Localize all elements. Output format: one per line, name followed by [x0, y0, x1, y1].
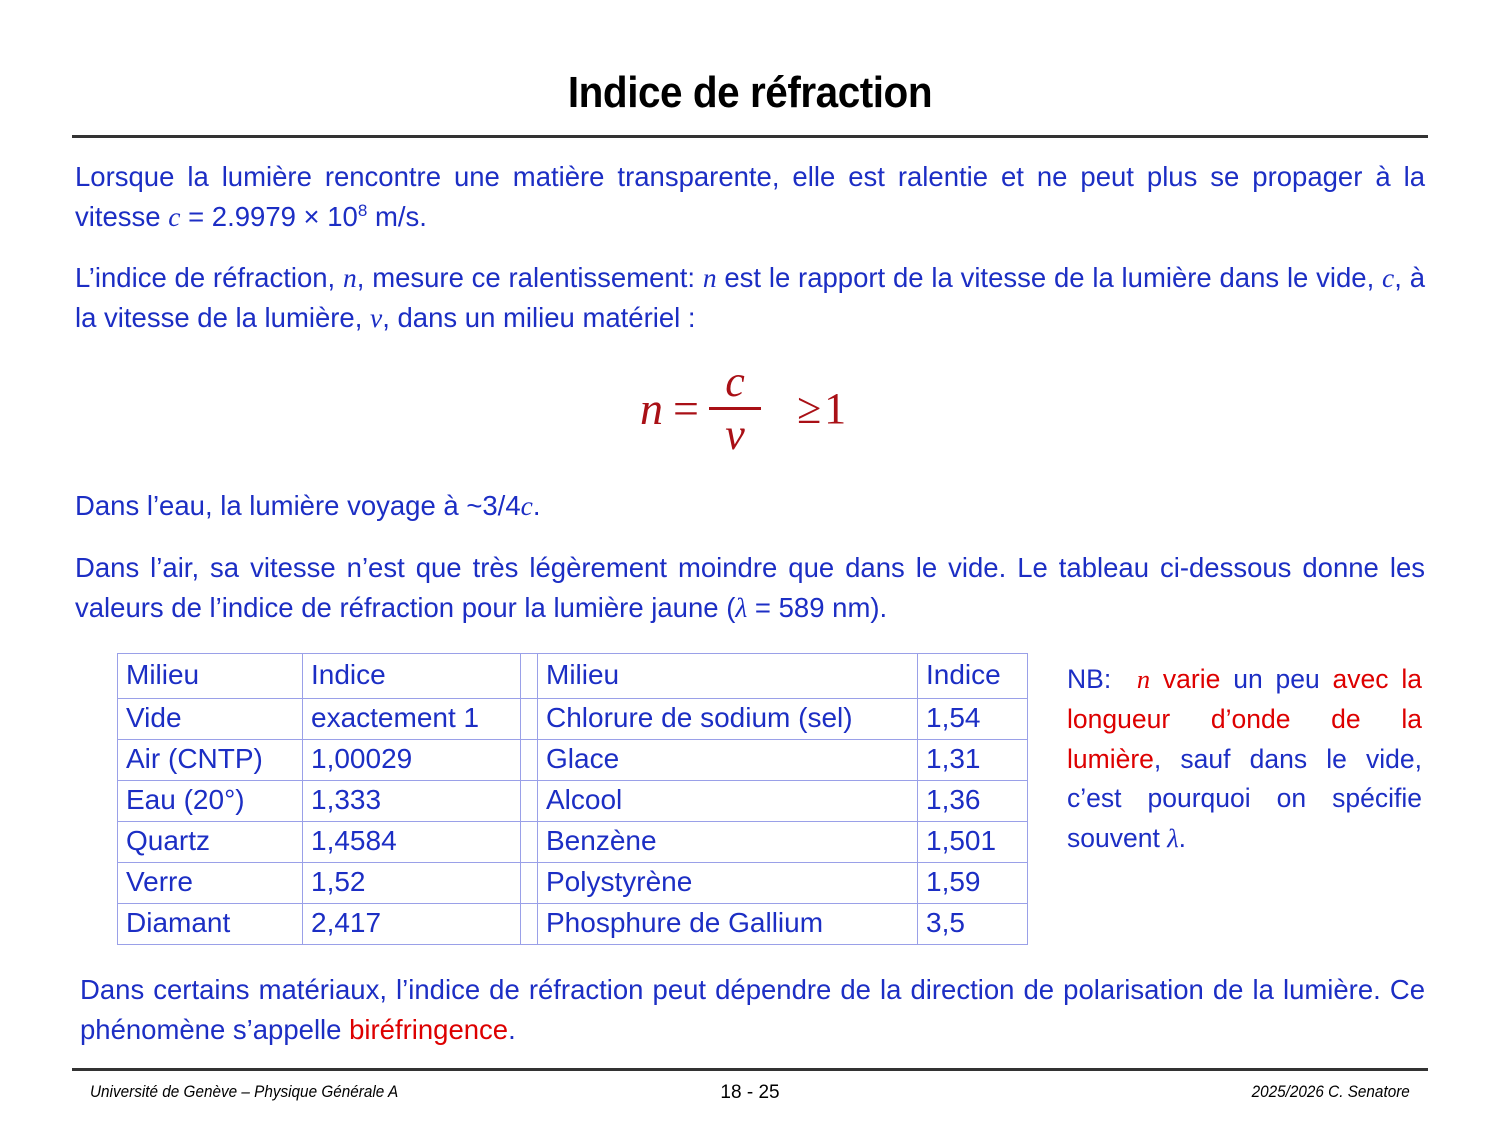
cell-index-right: 1,36 — [918, 780, 1028, 821]
row-center-divider — [521, 862, 538, 903]
formula-rhs: 1 — [824, 384, 847, 433]
formula-equals-sign: = — [673, 383, 699, 434]
para1-text-b: = 2.9979 × 10 — [180, 201, 358, 233]
nb-segment-blue-1: un peu — [1233, 664, 1320, 694]
cell-medium-right: Alcool — [538, 780, 918, 821]
nb-segment-red-2: avec la longueur d’onde de la lumière — [1067, 664, 1422, 774]
para2-text-b: , mesure ce ralentissement: — [356, 262, 703, 293]
table-row — [118, 780, 1028, 821]
para2-var-v: v — [370, 302, 383, 334]
cell-index-right: 1,59 — [918, 862, 1028, 903]
paragraph-water-speed — [75, 486, 1425, 526]
row-center-divider — [521, 903, 538, 944]
cell-index-right: 1,501 — [918, 821, 1028, 862]
table-body — [118, 698, 1028, 944]
cell-index-right: 1,54 — [918, 698, 1028, 739]
table-header-row — [118, 654, 1028, 699]
cell-index-left: 2,417 — [303, 903, 521, 944]
title-divider — [72, 135, 1428, 138]
cell-index-left: 1,52 — [303, 862, 521, 903]
refractive-index-formula — [640, 357, 847, 459]
nb-note — [1067, 660, 1422, 859]
cell-index-right: 1,31 — [918, 739, 1028, 780]
paragraph-definition-of-n — [75, 258, 1425, 339]
footer-author-label: 2025/2026 C. Senatore — [1251, 1082, 1410, 1101]
formula-greater-equal-icon: ≥ — [796, 384, 822, 433]
table-header-medium-left: Milieu — [118, 654, 303, 699]
para3-text-a: Dans l’eau, la lumière voyage à ~3/4 — [75, 490, 521, 521]
para5-text-b: . — [508, 1014, 516, 1046]
nb-segment-red-1: varie — [1162, 664, 1221, 694]
cell-medium-left: Verre — [118, 862, 303, 903]
para2-text-d: , à la vitesse de la lumière, — [75, 262, 1425, 334]
para1-exponent: 8 — [357, 201, 368, 221]
paragraph-speed-of-light — [75, 157, 1425, 238]
cell-medium-left: Quartz — [118, 821, 303, 862]
footer-divider — [72, 1068, 1428, 1071]
cell-medium-left: Vide — [118, 698, 303, 739]
row-center-divider — [521, 739, 538, 780]
cell-index-right: 3,5 — [918, 903, 1028, 944]
row-center-divider — [521, 698, 538, 739]
nb-var-n: n — [1136, 664, 1151, 694]
nb-label: NB: — [1067, 664, 1112, 694]
para2-text-c: est le rapport de la vitesse de la lumière dans le vide, — [716, 262, 1383, 293]
para5-text-a: Dans certains matériaux, l’indice de réfraction peut dépendre de la direction de polarisation de la lumière. Ce phénomène s’appelle — [80, 974, 1425, 1046]
nb-segment-blue-3: . — [1178, 823, 1187, 853]
cell-medium-right: Chlorure de sodium (sel) — [538, 698, 918, 739]
footer — [90, 1082, 1410, 1102]
page-title: Indice de réfraction — [567, 68, 933, 117]
para2-var-c: c — [1382, 262, 1395, 293]
cell-index-left: 1,333 — [303, 780, 521, 821]
refractive-index-table — [117, 653, 1028, 945]
cell-medium-right: Glace — [538, 739, 918, 780]
para1-var-c: c — [168, 201, 181, 233]
formula-denominator: v — [725, 410, 745, 459]
row-center-divider — [521, 780, 538, 821]
para4-text-a: Dans l’air, sa vitesse n’est que très légèrement moindre que dans le vide. Le tableau ci-dessous donne les valeurs de l’indice de réfraction pour la lumière jaune ( — [75, 552, 1425, 624]
table-header-index-left: Indice — [303, 654, 521, 699]
cell-medium-right: Benzène — [538, 821, 918, 862]
para3-var-c: c — [520, 490, 533, 521]
table-row — [118, 903, 1028, 944]
cell-index-left: 1,00029 — [303, 739, 521, 780]
para3-text-b: . — [532, 490, 541, 521]
formula-fraction — [709, 357, 761, 459]
cell-medium-right: Phosphure de Gallium — [538, 903, 918, 944]
cell-medium-left: Eau (20°) — [118, 780, 303, 821]
table-header-index-right: Indice — [918, 654, 1028, 699]
para4-text-b: = 589 nm). — [747, 592, 888, 624]
para2-var-n-second: n — [702, 262, 717, 293]
row-center-divider — [521, 821, 538, 862]
para5-highlight-birefringence: biréfringence — [349, 1014, 509, 1046]
table-row — [118, 821, 1028, 862]
nb-segment-blue-2: , sauf dans le vide, c’est pourquoi on spécifie souvent — [1067, 743, 1422, 853]
table-row — [118, 862, 1028, 903]
nb-lambda-symbol: λ — [1167, 823, 1179, 853]
para4-lambda-symbol: λ — [735, 592, 748, 624]
table-center-divider — [521, 654, 538, 699]
para1-text-a: Lorsque la lumière rencontre une matière transparente, elle est ralentie et ne peut plus se propager à la vitesse — [75, 161, 1425, 233]
para2-var-n-first: n — [343, 262, 357, 293]
cell-medium-left: Air (CNTP) — [118, 739, 303, 780]
footer-course-label: Université de Genève – Physique Générale A — [90, 1082, 399, 1101]
cell-medium-right: Polystyrène — [538, 862, 918, 903]
para1-text-c: m/s. — [367, 201, 427, 233]
cell-index-left: exactement 1 — [303, 698, 521, 739]
table-row — [118, 698, 1028, 739]
paragraph-birefringence — [80, 970, 1425, 1051]
table-row — [118, 739, 1028, 780]
cell-medium-left: Diamant — [118, 903, 303, 944]
formula-numerator: c — [725, 357, 745, 406]
formula-lhs: n — [640, 383, 663, 434]
table-header-medium-right: Milieu — [538, 654, 918, 699]
cell-index-left: 1,4584 — [303, 821, 521, 862]
footer-page-number: 18 - 25 — [720, 1082, 780, 1103]
para2-text-a: L’indice de réfraction, — [75, 262, 343, 293]
paragraph-air-and-table-intro — [75, 548, 1425, 629]
para2-text-e: , dans un milieu matériel : — [382, 302, 696, 334]
